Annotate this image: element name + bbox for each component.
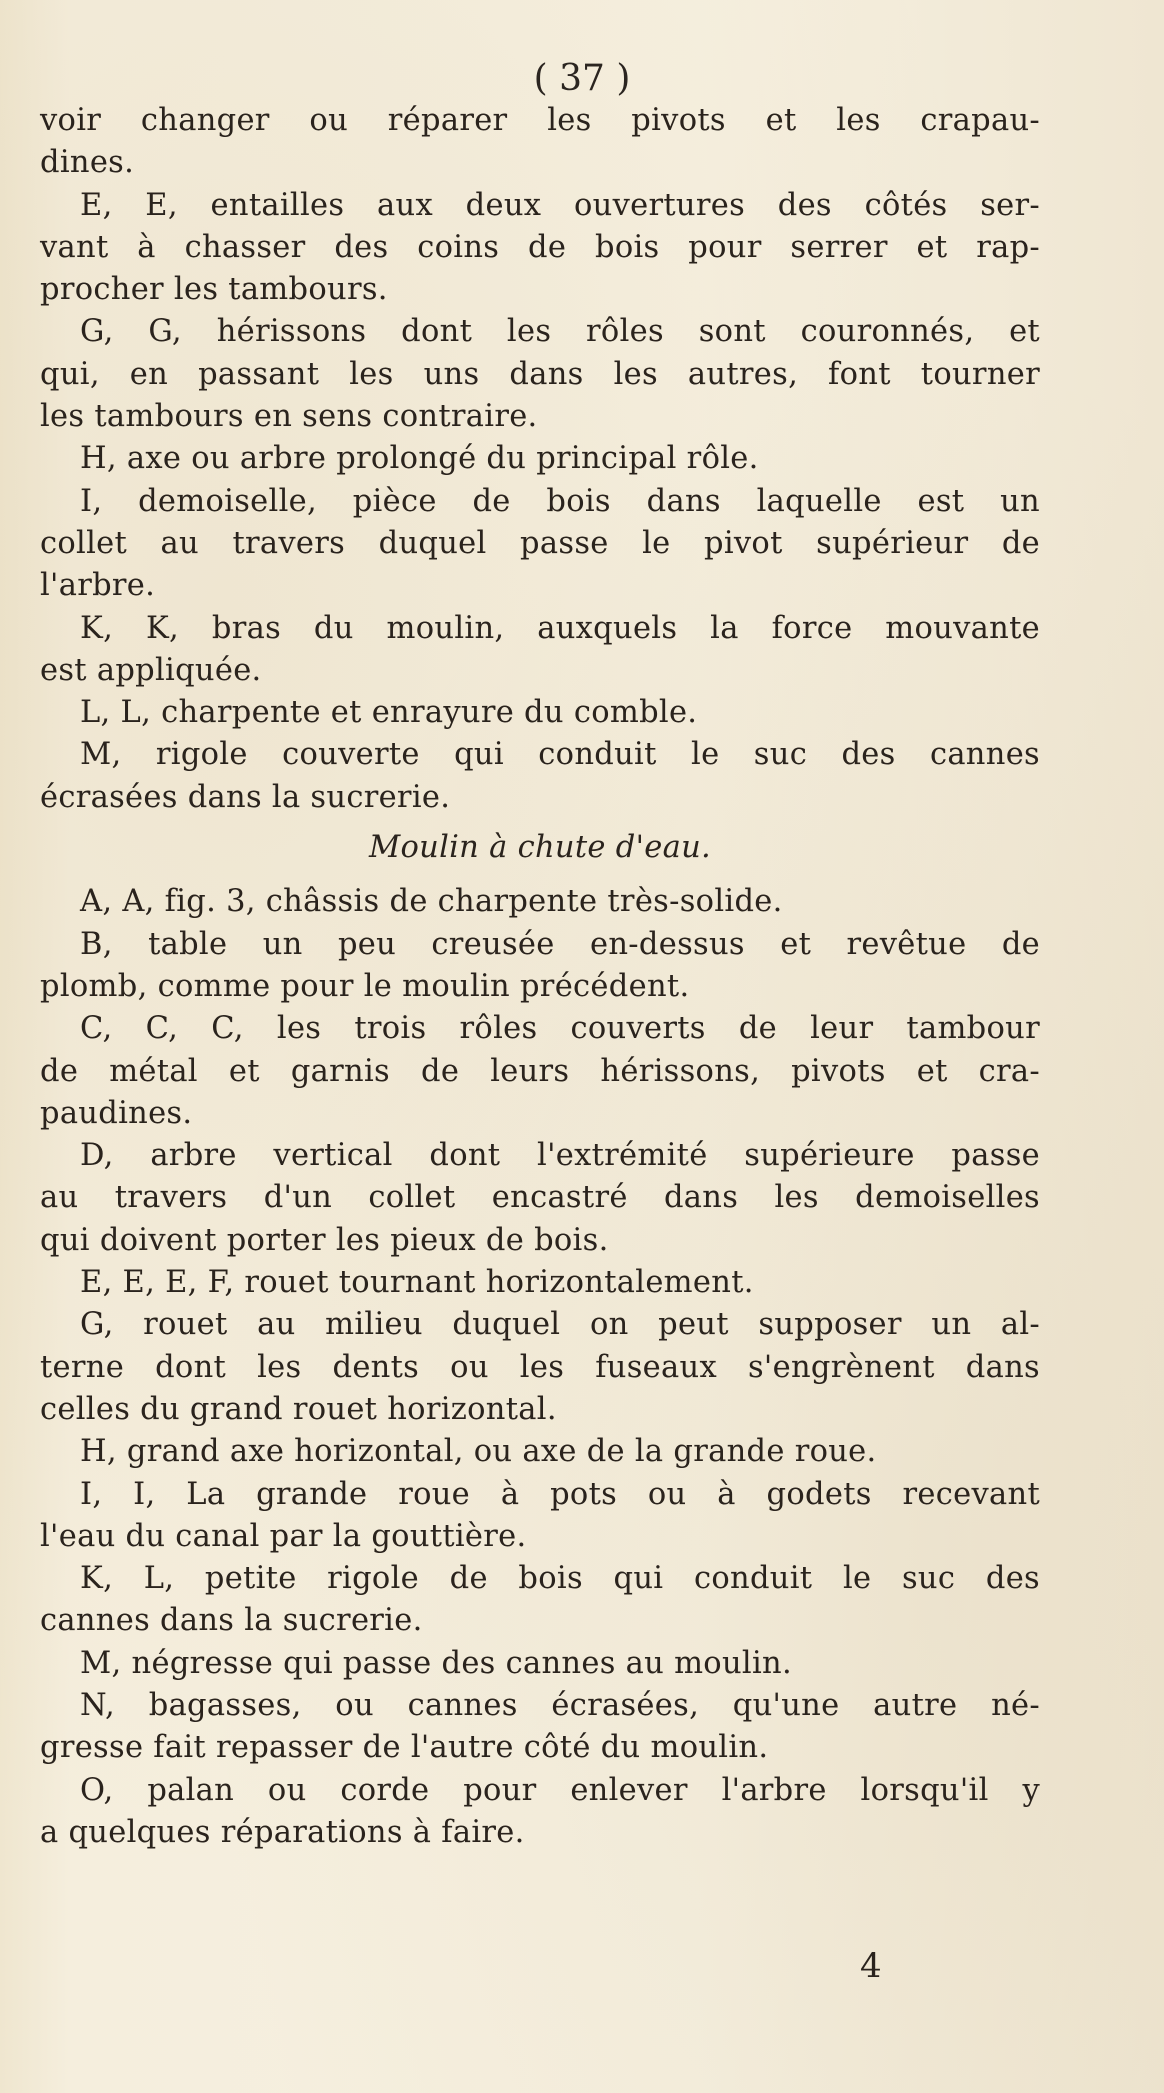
text-line: A, A, fig. 3, châssis de charpente très-solide. <box>80 884 783 920</box>
text-line: H, axe ou arbre prolongé du principal rôle. <box>80 441 759 477</box>
text-line: voir changer ou réparer les pivots et les crapau- <box>40 103 1040 138</box>
page-number: ( 37 ) <box>533 58 631 99</box>
text-line: collet au travers duquel passe le pivot supérieur de <box>40 525 1040 561</box>
section-heading: Moulin à chute d'eau. <box>368 830 712 866</box>
text-line: paudines. <box>40 1095 193 1131</box>
text-line: qui, en passant les uns dans les autres, font tourner <box>40 356 1040 392</box>
text-line: L, L, charpente et enrayure du comble. <box>80 695 698 731</box>
text-line: E, E, E, F, rouet tournant horizontalement. <box>80 1265 754 1301</box>
text-line: l'eau du canal par la gouttière. <box>40 1518 527 1554</box>
body-text <box>40 100 1040 1854</box>
text-line: est appliquée. <box>40 652 262 688</box>
text-line: D, arbre vertical dont l'extrémité supérieure passe <box>80 1138 1040 1174</box>
text-line: cannes dans la sucrerie. <box>40 1603 423 1639</box>
text-line: H, grand axe horizontal, ou axe de la grande roue. <box>80 1434 877 1470</box>
text-line: M, rigole couverte qui conduit le suc des cannes <box>80 737 1040 773</box>
text-line: terne dont les dents ou les fuseaux s'engrènent dans <box>40 1349 1040 1385</box>
text-line: vant à chasser des coins de bois pour serrer et rap- <box>40 229 1040 265</box>
text-line: E, E, entailles aux deux ouvertures des côtés ser- <box>80 187 1040 223</box>
text-line: plomb, comme pour le moulin précédent. <box>40 968 690 1004</box>
signature-mark: 4 <box>860 1946 882 1986</box>
text-line: a quelques réparations à faire. <box>40 1814 525 1850</box>
text-line: M, négresse qui passe des cannes au moulin. <box>80 1645 792 1681</box>
text-line: O, palan ou corde pour enlever l'arbre lorsqu'il y <box>80 1772 1040 1808</box>
text-line: procher les tambours. <box>40 272 388 308</box>
text-line: celles du grand rouet horizontal. <box>40 1391 557 1427</box>
text-line: B, table un peu creusée en-dessus et revêtue de <box>80 926 1040 962</box>
text-line: gresse fait repasser de l'autre côté du moulin. <box>40 1730 769 1766</box>
text-line: I, I, La grande roue à pots ou à godets recevant <box>80 1476 1040 1512</box>
text-line: G, G, hérissons dont les rôles sont couronnés, et <box>80 314 1040 350</box>
text-line: K, K, bras du moulin, auxquels la force mouvante <box>80 610 1040 646</box>
text-line: I, demoiselle, pièce de bois dans laquelle est un <box>80 483 1040 519</box>
text-line: de métal et garnis de leurs hérissons, pivots et cra- <box>40 1053 1040 1089</box>
text-line: C, C, C, les trois rôles couverts de leur tambour <box>80 1011 1040 1047</box>
text-line: au travers d'un collet encastré dans les demoiselles <box>40 1180 1040 1216</box>
text-line: G, rouet au milieu duquel on peut supposer un al- <box>80 1307 1040 1343</box>
text-line: dines. <box>40 145 135 181</box>
text-line: N, bagasses, ou cannes écrasées, qu'une autre né- <box>80 1687 1040 1723</box>
text-line: écrasées dans la sucrerie. <box>40 779 451 815</box>
text-line: les tambours en sens contraire. <box>40 399 538 435</box>
text-line: l'arbre. <box>40 568 156 604</box>
text-line: K, L, petite rigole de bois qui conduit le suc des <box>80 1561 1040 1597</box>
text-line: qui doivent porter les pieux de bois. <box>40 1222 609 1258</box>
